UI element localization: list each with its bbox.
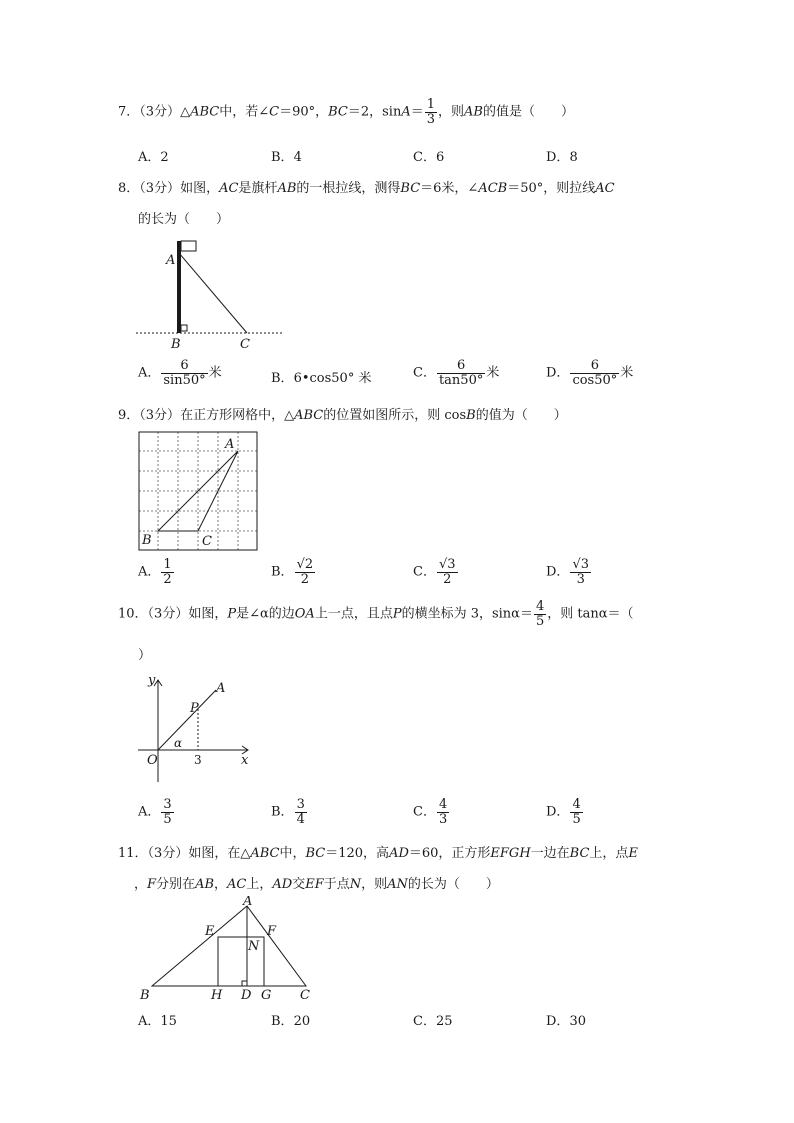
label-a: A [225, 437, 235, 452]
label-3: 3 [194, 753, 202, 767]
question-9: 9．（3分）在正方形网格中，△ABC的位置如图所示，则 cosB的值为（ ） [118, 408, 567, 423]
option-d[interactable]: D．30 [546, 1014, 586, 1029]
option-d[interactable]: D．8 [546, 150, 578, 165]
option-d[interactable]: D． $\frac{6}{\cos 50^\circ}$ 米 [546, 358, 634, 388]
label-b: B [140, 988, 150, 1003]
flag [181, 241, 196, 251]
label-o: O [147, 753, 158, 768]
right-angle-mark [181, 325, 187, 331]
option-b[interactable]: B．6•cos50° 米 [271, 371, 372, 386]
triangle-square-figure [134, 896, 320, 1006]
option-a[interactable]: A． $\frac{3}{5}$ [138, 797, 172, 827]
option-b[interactable]: B．20 [271, 1014, 311, 1029]
option-c[interactable]: C． $\frac{4}{3}$ [413, 797, 448, 827]
label-a: A [166, 253, 176, 268]
option-b[interactable]: B．4 [271, 150, 302, 165]
label-g: G [261, 988, 272, 1003]
label-f: F [267, 924, 277, 939]
label-x: x [241, 753, 249, 768]
option-c[interactable]: C． $\frac{√3}{2}$ [413, 557, 456, 587]
guy-wire [179, 253, 247, 333]
grid-figure [134, 426, 264, 554]
option-a[interactable]: A．2 [138, 150, 169, 165]
label-e: E [205, 924, 215, 939]
question-10-line2: ） [138, 648, 152, 663]
option-c[interactable]: C．25 [413, 1014, 453, 1029]
option-a[interactable]: A． $\frac{1}{2}$ [138, 557, 172, 587]
option-d[interactable]: D． $\frac{4}{5}$ [546, 797, 581, 827]
label-alpha: α [174, 736, 183, 750]
label-c: C [300, 988, 310, 1003]
question-8-line2: 的长为（ ） [138, 212, 230, 227]
label-a: A [216, 681, 226, 696]
label-b: B [171, 337, 181, 352]
option-d[interactable]: D． $\frac{√3}{3}$ [546, 557, 589, 587]
label-a: A [243, 896, 253, 909]
flagpole-figure [130, 236, 290, 352]
label-c: C [202, 534, 212, 549]
question-10: 10．（3分）如图，P是∠α的边OA上一点，且点P的横坐标为 3，sinα＝ $\frac{4}{5}$ ，则 tanα＝（ [118, 599, 634, 629]
label-c: C [240, 337, 250, 352]
fraction: $\frac{1}{3}$ [426, 97, 436, 127]
question-11-line2: ，F分别在AB，AC上，AD交EF于点N，则AN的长为（ ） [134, 877, 499, 892]
label-y: y [148, 673, 156, 688]
option-c[interactable]: C． $\frac{6}{\tan 50^\circ}$ 米 [413, 358, 500, 388]
question-11: 11．（3分）如图，在△ABC中，BC＝120，高AD＝60，正方形EFGH一边在BC上，点E [118, 846, 638, 861]
coordinate-figure [134, 670, 258, 786]
triangle-abc [158, 451, 238, 531]
ray-oa [158, 690, 216, 750]
label-n: N [248, 939, 260, 954]
label-d: D [241, 988, 252, 1003]
question-7: 7．（3分）△ABC中，若∠C＝90°，BC＝2，sinA＝ $\frac{1}{3}$ ，则AB的值是（ ） [118, 97, 575, 127]
option-c[interactable]: C．6 [413, 150, 445, 165]
question-8: 8．（3分）如图，AC是旗杆AB的一根拉线，测得BC＝6米，∠ACB＝50°，则拉线AC [118, 181, 615, 196]
label-b: B [142, 533, 152, 548]
option-a[interactable]: A．15 [138, 1014, 177, 1029]
right-angle-mark [242, 981, 247, 986]
label-p: P [190, 701, 199, 716]
option-b[interactable]: B． $\frac{√2}{2}$ [271, 557, 314, 587]
option-b[interactable]: B． $\frac{3}{4}$ [271, 797, 305, 827]
triangle-abc [152, 906, 306, 986]
label-h: H [211, 988, 223, 1003]
option-a[interactable]: A． $\frac{6}{\sin 50^\circ}$ 米 [138, 358, 222, 388]
